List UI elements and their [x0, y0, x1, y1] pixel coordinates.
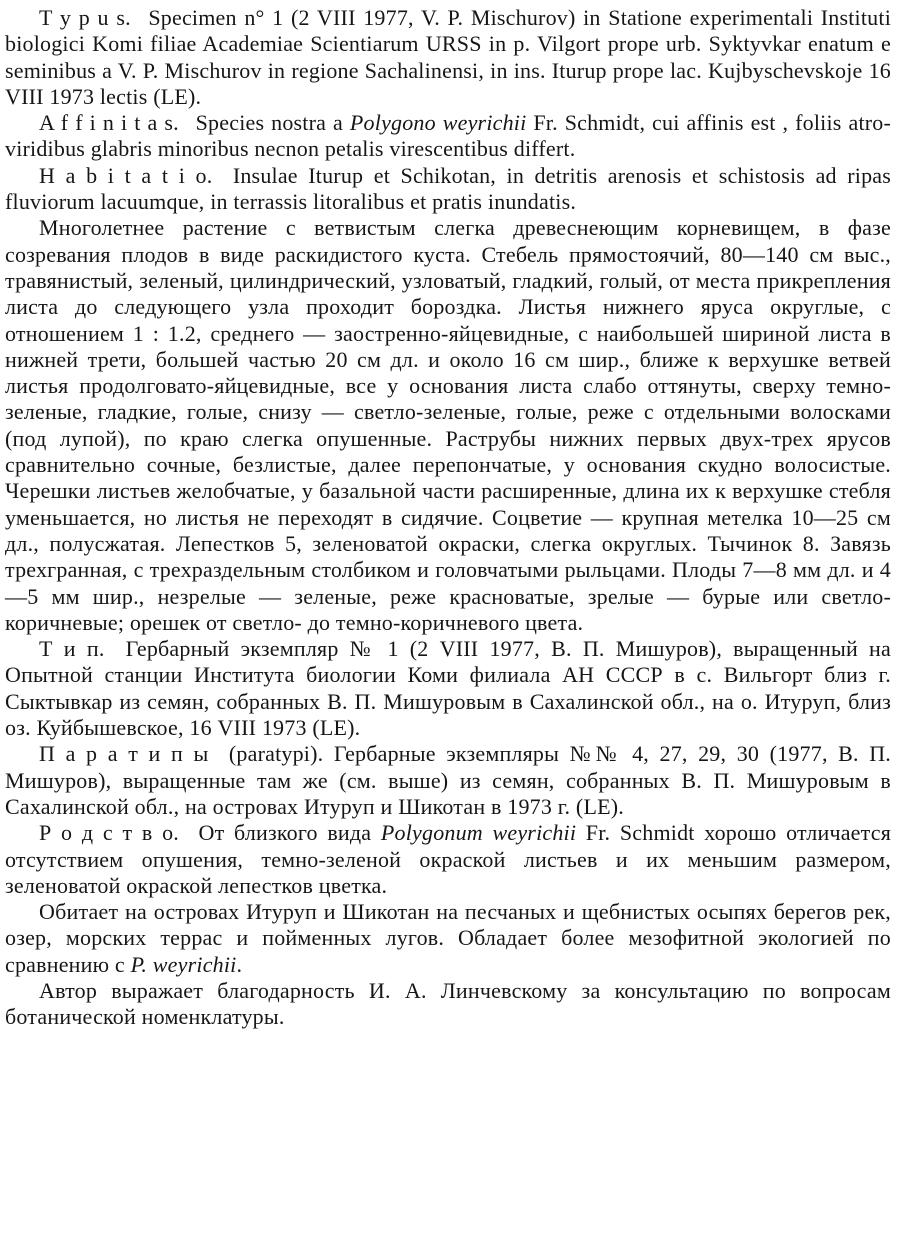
text-run: Fr. Schmidt, cui affinis est , foliis atro-viridibus glabris minoribus necnon petalis virescentibus differt.	[5, 110, 892, 162]
paragraph-tip	[5, 636, 891, 741]
text-run: Автор выражает благодарность И. А. Линчевскому за консультацию по вопросам ботанической номенклатуры.	[5, 977, 891, 1030]
section-label-typus: T y p u s.	[39, 5, 131, 30]
text-run: Fr. Schmidt хорошо отличается отсутствием опушения, темно-зеленой окраской листьев и их меньшим размером, зеленоватой окраской лепестков цветка.	[5, 820, 892, 898]
species-name-italic: Polygono weyrichii	[349, 110, 527, 136]
paragraph-habitat-ru	[5, 899, 891, 978]
paragraph-affinitas	[5, 110, 891, 163]
text-run: .	[236, 951, 243, 977]
section-label-rodstvo: Р о д с т в о.	[39, 820, 179, 846]
species-name-italic: Polygonum weyrichii	[380, 820, 577, 846]
paragraph-typus	[5, 5, 891, 110]
paragraph-paratypes	[5, 741, 891, 820]
paragraph-rodstvo	[5, 820, 891, 899]
text-run: Обитает на островах Итуруп и Шикотан на песчаных и щебнистых осыпях берегов рек, озер, морских террас и пойменных лугов. Обладает более мезофитной экологией по сравнению с	[5, 899, 891, 977]
section-label-tip: Т и п.	[39, 636, 105, 662]
paragraph-description-ru	[5, 215, 891, 636]
section-label-affinitas: A f f i n i t a s.	[39, 110, 179, 136]
text-run: От близкого вида	[198, 820, 372, 846]
text-run: Species nostra a	[195, 110, 343, 136]
paragraph-habitatio	[5, 163, 891, 216]
species-name-italic: P. weyrichii	[130, 951, 237, 977]
section-label-habitatio: H a b i t a t i o.	[39, 162, 213, 188]
text-run: Многолетнее растение с ветвистым слегка древеснеющим корневищем, в фазе созревания плодов в виде раскидистого куста. Стебель прямостоячий, 80—140 см выс., травянистый, зеленый, цилиндрический, узловатый, гладкий, голый, от места прикрепления листа до следующего узла проходит бороздка. Листья нижнего яруса округлые, с отношением 1 : 1.2, среднего — заостренно-яйцевидные, с наибольшей шириной листа в нижней трети, большей частью 20 см дл. и около 16 см шир., ближе к верхушке ветвей листья продолговато-яйцевидные, все у основания листа слабо оттянуты, сверху темно-зеленые, гладкие, голые, снизу — светло-зеленые, голые, реже с отдельными волосками (под лупой), по краю слегка опушенные. Раструбы нижних первых двух-трех ярусов сравнительно сочные, безлистые, далее перепончатые, у основания скудно волосистые. Черешки листьев желобчатые, у базальной части расширенные, длина их к верхушке стебля уменьшается, но листья не переходят в сидячие. Соцветие — крупная метелка 10—25 см дл., полусжатая. Лепестков 5, зеленоватой окраски, слегка округлых. Тычинок 8. Завязь трехгранная, с трехраздельным столбиком и головчатыми рыльцами. Плоды 7—8 мм дл. и 4—5 мм шир., незрелые — зеленые, реже красноватые, зрелые — бурые или светло-коричневые; орешек от светло- до темно-коричневого цвета.	[5, 215, 891, 635]
text-run: (paratypi). Гербарные экземпляры №№ 4, 27, 29, 30 (1977, В. П. Мишуров), выращенные там же (см. выше) из семян, собранных В. П. Мишуровым в Сахалинской обл., на островах Итуруп и Шикотан в 1973 г. (LE).	[5, 741, 892, 819]
paragraph-acknowledgement	[5, 978, 891, 1031]
section-label-paratypes: П а р а т и п ы	[39, 741, 209, 767]
text-run: Гербарный экземпляр № 1 (2 VIII 1977, В. П. Мишуров), выращенный на Опытной станции Института биологии Коми филиала АН СССР в с. Вильгорт близ г. Сыктывкар из семян, собранных В. П. Мишуровым в Сахалинской обл., на о. Итуруп, близ оз. Куйбышевское, 16 VIII 1973 (LE).	[5, 636, 891, 741]
text-run: Insulae Iturup et Schikotan, in detritis arenosis et schistosis ad ripas fluviorum lacuumque, in terrassis litoralibus et pratis inundatis.	[5, 162, 892, 215]
text-run: Specimen n° 1 (2 VIII 1977, V. P. Mischurov) in Statione experimentali Instituti biologici Komi filiae Academiae Scientiarum URSS in p. Vilgort prope urb. Syktyvkar enatum e seminibus a V. P. Mischurov in regione Sachalinensi, in ins. Iturup prope lac. Kujbyschevskoje 16 VIII 1973 lectis (LE).	[5, 5, 892, 109]
